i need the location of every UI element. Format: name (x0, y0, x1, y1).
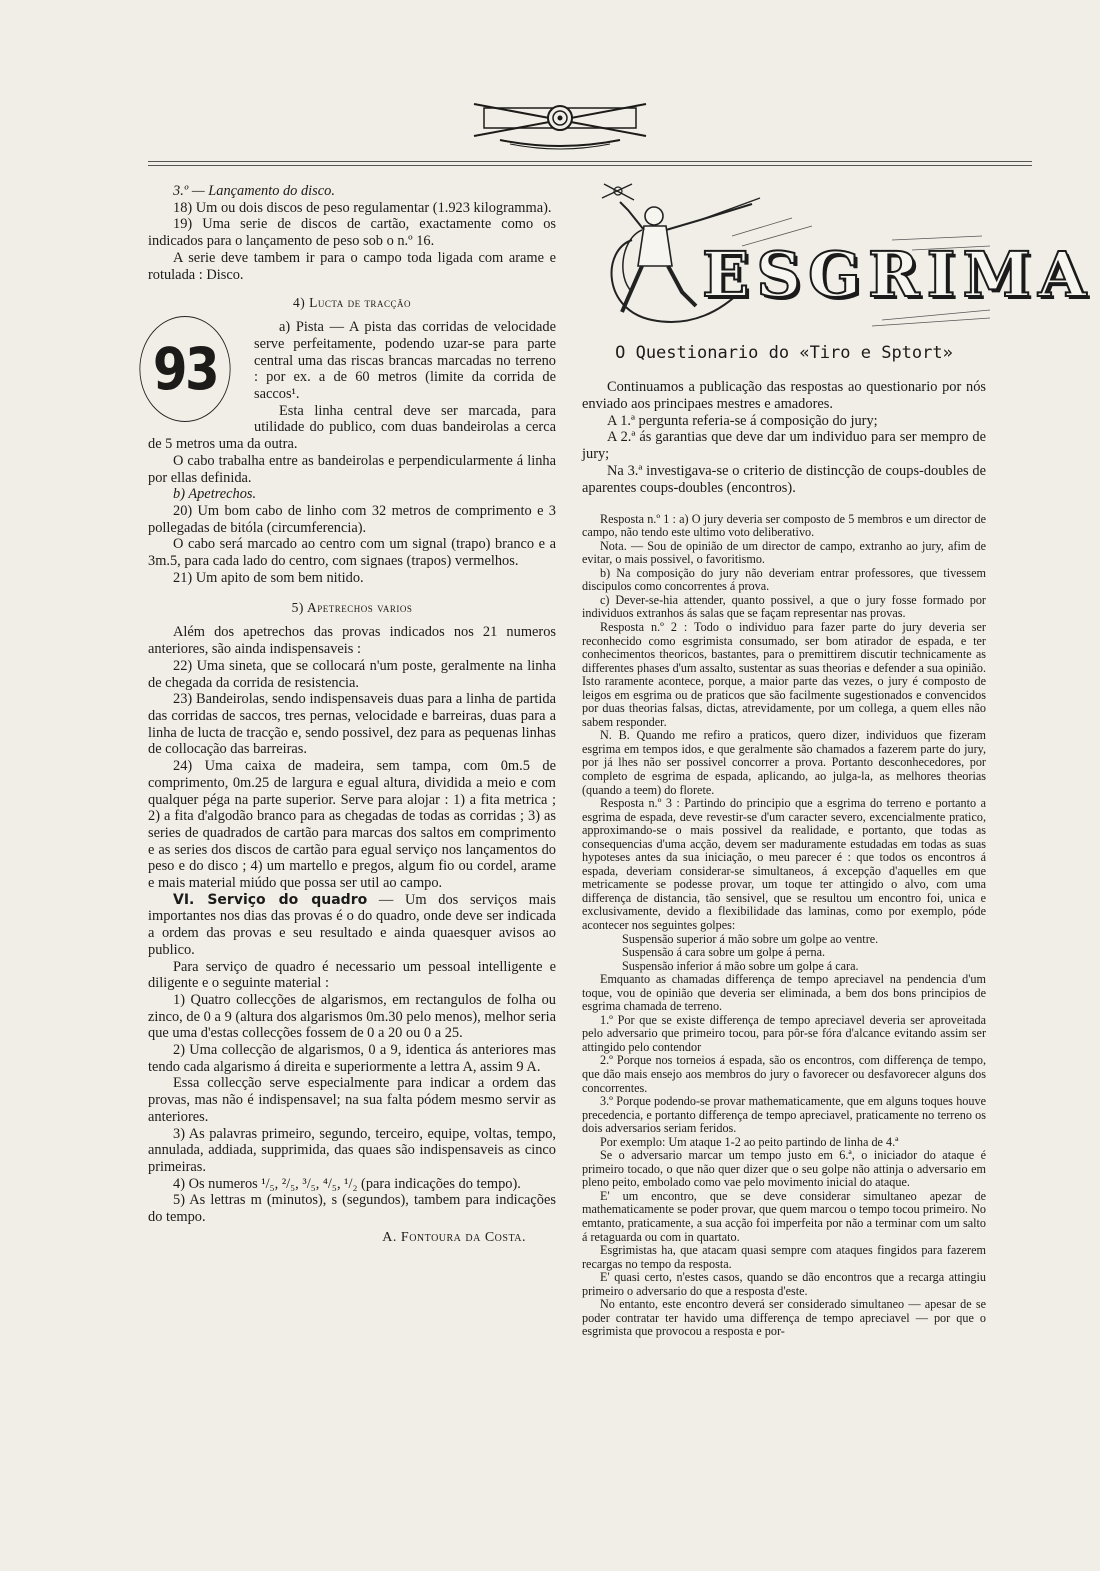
article-title: O Questionario do «Tiro e Sptort» (615, 343, 953, 363)
resposta-1-b: b) Na composição do jury não deveriam entrar professores, que tivessem discipulos como concorrentes á prova. (582, 565, 986, 594)
esgrima-banner-word: ESGRIMA (702, 238, 1094, 311)
golpe-2: Suspensão á cara sobre um golpe á perna. (622, 945, 826, 960)
header-rule-top (148, 161, 1032, 162)
point-1: 1.º Por que se existe differença de tempo apreciavel deveria ser aproveitada pelo adversario que primeiro tocou, para pôr-se fóra d'alcance evitando assim ser attingido pelo contendor (582, 1012, 986, 1054)
apetrechos-intro: Além dos apetrechos das provas indicados nos 21 numeros anteriores, são ainda indispensaveis : (148, 624, 556, 658)
section-heading-disco: 3.º — Lançamento do disco. (173, 183, 335, 199)
disco-note: A serie deve tambem ir para o campo toda ligada com arame e rotulada : Disco. (148, 249, 556, 283)
cabo-paragraph: O cabo trabalha entre as bandeirolas e perpendicularmente á linha por ellas definida. (148, 452, 556, 486)
differenca-paragraph: Emquanto as chamadas differença de tempo apreciavel na pendencia d'um toque, vou de opinião que deveria ser eliminada, a bem dos bons principios de esgrima chamada de terreno. (582, 972, 986, 1014)
resposta-1: Resposta n.º 1 : a) O jury deveria ser composto de 5 membros e um director de campo, não tendo este ultimo voto deliberativo. (582, 511, 986, 540)
quadro-item-1: 1) Quatro collecções de algarismos, em rectangulos de folha ou zinco, de 0 a 9 (altura dos algarismos 0m.30 pelo menos), melhor seria que uma d'estas collecções fossem de 0 a 20 ou 0 a 25. (148, 991, 556, 1042)
exemplo-paragraph: Por exemplo: Um ataque 1-2 ao peito partindo de linha de 4.ª (600, 1134, 899, 1149)
adversario-paragraph: Se o adversario marcar um tempo justo em 6.ª, o iniciador do ataque é primeiro tocado, o que não quer dizer que o seu golpe não attinja o adversario em pleno peito, embolado como vae pelo movimento inicial do ataque. (582, 1148, 986, 1190)
item-20: 20) Um bom cabo de linho com 32 metros de comprimento e 3 pollegadas de bitóla (circumferencia). (148, 502, 556, 536)
esgrima-illustration (592, 180, 1094, 330)
point-2: 2.º Porque nos torneios á espada, são os encontros, com differença de tempo, que dão mais ensejo aos membros do jury o favorecer ou desfavorecer alguns dos concorrentes. (582, 1053, 986, 1095)
quadro-item-5: 5) As lettras m (minutos), s (segundos), tambem para indicações do tempo. (148, 1192, 556, 1226)
author-signature: A. Fontoura da Costa. (382, 1229, 526, 1245)
encontro-paragraph: E' um encontro, que se deve considerar simultaneo apezar de mathematicamente se poder provar, que quem marcou o tempo tocou primeiro. No emtanto, praticamente, a sua acção foi imperfeita por não a terminar com um salto á retaguarda ou com in quartato. (582, 1188, 986, 1244)
crossed-rifles-icon (470, 96, 650, 152)
right-column (582, 343, 986, 1339)
no-entanto-paragraph: No entanto, este encontro deverá ser considerado simultaneo — apesar de se poder contratar ter havido uma differença de tempo apreciavel — por que o esgrimista que provocou a resposta e por- (582, 1297, 986, 1339)
header-rule-bottom (148, 165, 1032, 166)
resposta-1-nota: Nota. — Sou de opinião de um director de campo, extranho ao jury, afim de evitar, o mais possivel, o favoritismo. (582, 538, 986, 567)
item-23: 23) Bandeirolas, sendo indispensaveis duas para a linha de partida das corridas de saccos, tres pernas, velocidade e barreiras, duas para a linha de lucta de tracção e, sendo possivel, dez para as pequenas linhas de collocação das barreiras. (148, 691, 556, 758)
colleccao-paragraph: Essa collecção serve especialmente para indicar a ordem das provas, mas não é indispensavel; na sua falta pódem mesmo servir as anteriores. (148, 1075, 556, 1125)
point-3: 3.º Porque podendo-se provar mathematicamente, que em alguns toques houve precedencia, e portanto differença de tempo apreciavel, praticamente no terreno os dois adversarios seriam feridos. (582, 1094, 986, 1136)
servico-quadro-paragraph: VI. Serviço do quadro — Um dos serviços mais importantes nos dias das provas é o do quadro, onde deve ser indicada a ordem das provas e seu resultado e ainda quaesquer avisos ao publico. (148, 891, 556, 958)
linha-central-paragraph: Esta linha central deve ser marcada, para utilidade do publico, com duas bandeirolas a cerca de 5 metros uma da outra. (148, 402, 556, 453)
pista-paragraph: a) Pista — A pista das corridas de velocidade serve perfeitamente, podendo uzar-se para parte central uma das riscas brancas marcadas no terreno : por ex. a de 60 metros (limite da corrida de saccos¹. (254, 319, 556, 403)
left-column (148, 183, 556, 1246)
item-18: 18) Um ou dois discos de peso regulamentar (1.923 kilogramma). (173, 199, 552, 216)
item-19: 19) Uma serie de discos de cartão, exactamente como os indicados para o lançamento de peso sob o n.º 16. (148, 216, 556, 250)
intro-paragraph-3: A 2.ª ás garantias que deve dar um individuo para ser mempro de jury; (582, 429, 986, 463)
esgrimistas-paragraph: Esgrimistas ha, que atacam quasi sempre com ataques fingidos para fazerem recargas no tempo da resposta. (582, 1243, 986, 1271)
page-number-badge: 93 (139, 316, 230, 422)
quasi-certo-paragraph: E' quasi certo, n'estes casos, quando se dão encontros que a recarga attingiu primeiro o adversario do que a resposta d'este. (582, 1270, 986, 1298)
quadro-item-4: 4) Os numeros ¹/₅, ²/₅, ³/₅, ⁴/₅, ¹/₂ (para indicações do tempo). (173, 1175, 521, 1192)
cabo-marcado-paragraph: O cabo será marcado ao centro com um signal (trapo) branco e a 3m.5, para cada lado do centro, com signaes (trapos) vermelhos. (148, 536, 556, 570)
item-22: 22) Uma sineta, que se collocará n'um poste, geralmente na linha de chegada da corrida de resistencia. (148, 657, 556, 691)
quadro-item-3: 3) As palavras primeiro, segundo, terceiro, equipe, voltas, tempo, annulada, addiada, supprimida, das quaes são indispensaveis as cinco primeiras. (148, 1125, 556, 1175)
quadro-item-2: 2) Uma collecção de algarismos, 0 a 9, identica ás anteriores mas tendo cada algarismo á direita e superiormente a lettra A, assim 9 A. (148, 1042, 556, 1075)
intro-paragraph-4: Na 3.ª investigava-se o criterio de distincção de coups-doubles de aparentes coups-doubles (encontros). (582, 462, 986, 496)
apetrechos-subheading: b) Apetrechos. (173, 486, 257, 503)
masthead-logo (470, 96, 650, 152)
item-21: 21) Um apito de som bem nitido. (173, 569, 364, 586)
golpe-3: Suspensão inferior á mão sobre um golpe á cara. (622, 958, 859, 973)
resposta-3: Resposta n.º 3 : Partindo do principio que a esgrima do terreno e portanto a esgrima de espada, deve revestir-se d'um caracter severo, excencialmente pratico, approximando-se o mais possivel da realidade, e portanto, que todas as consequencias d'uma acção, devem ser maduramente estudadas em todas as suas hypoteses antes da sua iniciação, o meu parecer é : que todos os encontros á espada, deveriam considerar-se simultaneos, á excepção d'aquelles em que metricamente se podesse provar, um toque ter attingido o alvo, com uma differença de distancia, tão sensivel, que se resultou um encontro foi, unica e exclusivamente, devido a flexibilidade das laminas, como por exemplo, póde acontecer nos seguintes golpes: (582, 796, 986, 932)
resposta-2: Resposta n.º 2 : Todo o individuo para fazer parte do jury deveria ser reconhecido como esgrimista consumado, ser bom atirador de espada, e ter conhecimentos theoricos, bastantes, para o premittirem discutir technicamente as differentes phases d'um assalto, sustentar as suas theorias e defender a sua opinião. Isto raramente acontece, porque, a maior parte das vezes, o jury é composto de leigos em esgrima ou de praticos que são facilmente sugestionados e convencidos por duas theorias falsas, dictas, atrevidamente, por um collega, a quem elles não sabem responder. (582, 619, 986, 729)
heading-apetrechos-varios: 5) Apetrechos varios (291, 600, 413, 616)
golpe-1: Suspensão superior á mão sobre um golpe ao ventre. (622, 931, 879, 946)
heading-servico-quadro: VI. Serviço do quadro (173, 891, 368, 908)
resposta-2-nb: N. B. Quando me refiro a praticos, quero dizer, individuos que fizeram esgrima em tempos idos, e que geralmente são chamados a fazerem parte do jury, por já lhes não ser possivel concorrer a prova. Portanto desconhecedores, por completo de esgrima de espada, aplicando, ao julga-la, as melhores theorias (quando a teem) do florete. (582, 728, 986, 797)
quadro-pessoal-paragraph: Para serviço de quadro é necessario um pessoal intelligente e diligente e o seguinte material : (148, 958, 556, 992)
intro-paragraph-2: A 1.ª pergunta referia-se á composição do jury; (607, 412, 878, 429)
item-24: 24) Uma caixa de madeira, sem tampa, com 0m.5 de comprimento, 0m.25 de largura e egual altura, dividida a meio e com qualquer péga na parte superior. Serve para alojar : 1) a fita metrica ; 2) a fita d'algodão branco para as chegadas de todas as corridas ; 3) as series de quadrados de cartão para marcas dos saltos em comprimento e as series dos discos de cartão para egual serviço nos lançamentos do peso e do disco ; 4) um martello e pregos, algum fio ou cordel, arame e mais material miúdo que possa ser util ao campo. (148, 758, 556, 892)
intro-paragraph-1: Continuamos a publicação das respostas ao questionario por nós enviado aos principaes mestres e amadores. (582, 379, 986, 412)
resposta-1-c: c) Dever-se-hia attender, quanto possivel, a que o jury fosse formado por individuos extranhos ás salas que se façam representar nas provas. (582, 592, 986, 621)
heading-lucta-traccao: 4) Lucta de tracção (293, 295, 411, 311)
